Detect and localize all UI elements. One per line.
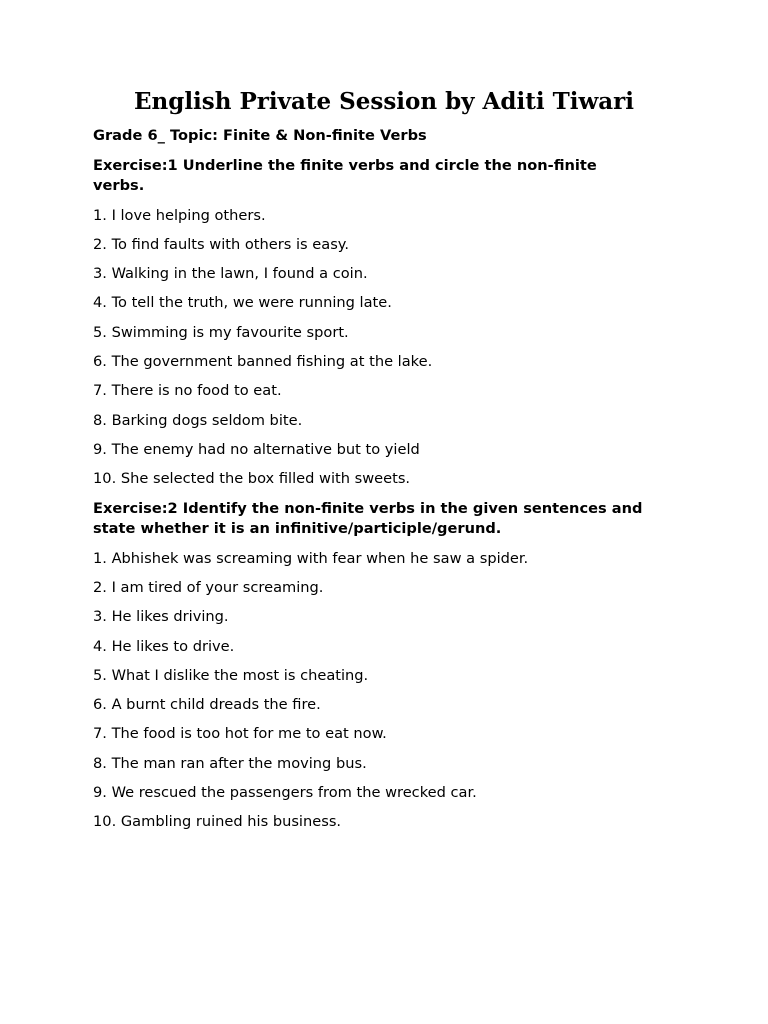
list-item: 4. He likes to drive. — [93, 637, 235, 655]
document-body — [93, 126, 653, 832]
list-item: 6. A burnt child dreads the fire. — [93, 696, 321, 714]
exercise-1-list — [93, 206, 653, 490]
exercise-2-heading: Exercise:2 Identify the non-finite verbs in the given sentences and state whether it is an infinitive/participle/gerund. — [93, 500, 643, 538]
list-item: 1. Abhishek was screaming with fear when he saw a spider. — [93, 549, 529, 567]
grade-topic-heading: Grade 6_ Topic: Finite & Non-finite Verbs — [93, 127, 427, 144]
page-title: English Private Session by Aditi Tiwari — [133, 88, 634, 115]
list-item: 3. He likes driving. — [93, 608, 229, 626]
list-item: 3. Walking in the lawn, I found a coin. — [93, 265, 368, 283]
list-item: 1. I love helping others. — [93, 206, 266, 224]
list-item: 9. The enemy had no alternative but to yield — [93, 440, 420, 458]
list-item: 5. Swimming is my favourite sport. — [93, 323, 349, 341]
list-item: 2. To find faults with others is easy. — [93, 235, 349, 253]
list-item: 7. The food is too hot for me to eat now. — [93, 725, 387, 743]
list-item: 7. There is no food to eat. — [93, 382, 282, 400]
list-item: 6. The government banned fishing at the lake. — [93, 352, 433, 370]
exercise-1-heading: Exercise:1 Underline the finite verbs and circle the non-finite verbs. — [93, 157, 597, 194]
list-item: 4. To tell the truth, we were running late. — [93, 294, 392, 312]
list-item: 9. We rescued the passengers from the wrecked car. — [93, 784, 477, 802]
list-item: 8. Barking dogs seldom bite. — [93, 411, 303, 429]
exercise-2-list — [93, 549, 653, 833]
list-item: 10. She selected the box filled with sweets. — [93, 470, 411, 488]
list-item: 2. I am tired of your screaming. — [93, 578, 324, 596]
list-item: 5. What I dislike the most is cheating. — [93, 666, 369, 684]
list-item: 8. The man ran after the moving bus. — [93, 754, 367, 772]
list-item: 10. Gambling ruined his business. — [93, 813, 342, 831]
